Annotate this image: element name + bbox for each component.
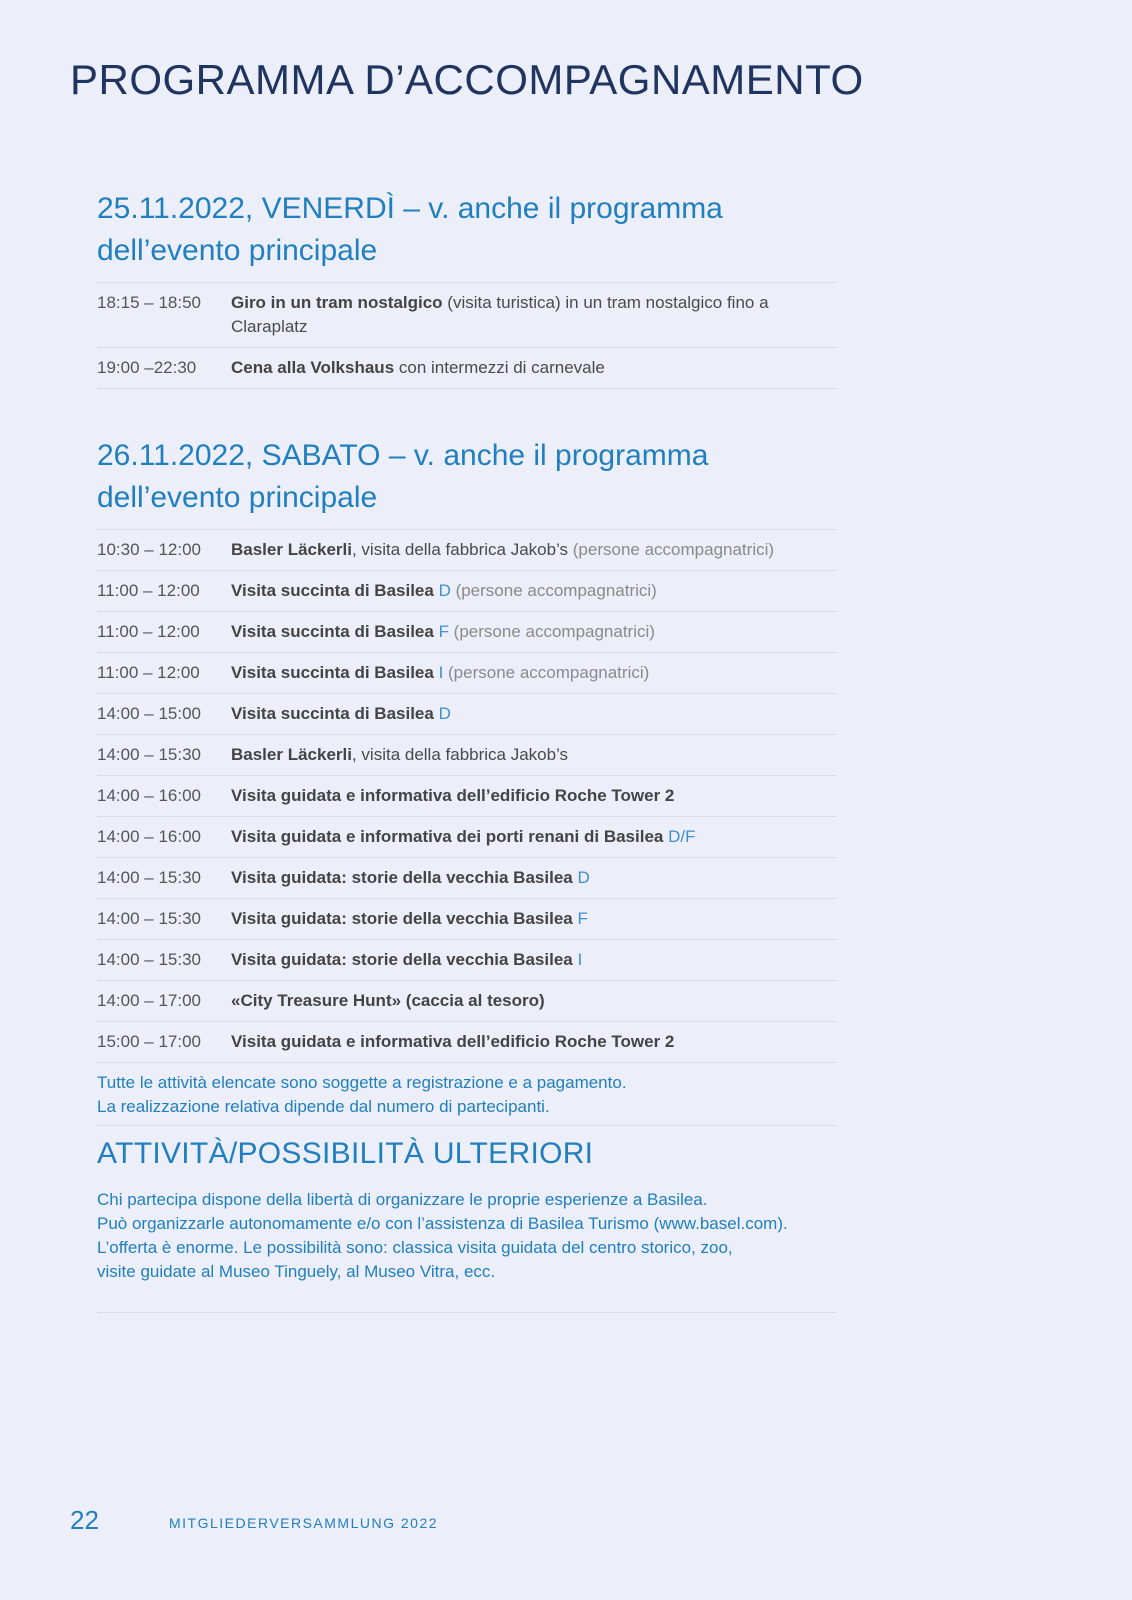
schedule-row	[97, 899, 837, 940]
page-title: PROGRAMMA D’ACCOMPAGNAMENTO	[70, 56, 864, 103]
row-description	[231, 1030, 837, 1054]
row-time: 18:15 – 18:50	[97, 293, 201, 312]
schedule-row	[97, 735, 837, 776]
friday-schedule	[97, 282, 837, 389]
row-title: Visita succinta di Basilea	[231, 663, 434, 682]
registration-note	[97, 1063, 837, 1126]
row-description	[231, 538, 837, 562]
row-title: Basler Läckerli	[231, 745, 352, 764]
extra-section	[97, 1134, 837, 1313]
row-time: 11:00 – 12:00	[97, 581, 200, 600]
row-time: 15:00 – 17:00	[97, 1032, 201, 1051]
schedule-row	[97, 1022, 837, 1063]
row-description	[231, 702, 837, 726]
row-title: Cena alla Volkshaus	[231, 358, 395, 377]
registration-note-line2: La realizzazione relativa dipende dal numero di partecipanti.	[97, 1097, 550, 1116]
row-time: 14:00 – 16:00	[97, 786, 201, 805]
row-title: Visita guidata e informativa dell’edificio Roche Tower 2	[231, 1032, 675, 1051]
extra-line: visite guidate al Museo Tinguely, al Museo Vitra, ecc.	[97, 1262, 496, 1281]
row-language: I	[572, 950, 583, 969]
row-description	[231, 948, 837, 972]
schedule-row	[97, 817, 837, 858]
extra-line: Chi partecipa dispone della libertà di organizzare le proprie esperienze a Basilea.	[97, 1190, 708, 1209]
schedule-row	[97, 283, 837, 348]
row-language: D	[433, 581, 451, 600]
row-description	[231, 743, 837, 767]
row-note: (persone accompagnatrici)	[450, 581, 657, 600]
row-note: (persone accompagnatrici)	[568, 540, 775, 559]
row-title: Visita succinta di Basilea	[231, 622, 434, 641]
saturday-heading-line2: dell’evento principale	[97, 481, 378, 514]
row-title: Visita guidata e informativa dei porti renani di Basilea	[231, 827, 664, 846]
row-time: 14:00 – 15:30	[97, 745, 201, 764]
row-detail: , visita della fabbrica Jakob’s	[351, 540, 569, 559]
row-time: 11:00 – 12:00	[97, 663, 200, 682]
row-language: D	[572, 868, 590, 887]
row-title: Visita guidata: storie della vecchia Basilea	[231, 868, 573, 887]
row-language: D	[433, 704, 451, 723]
saturday-heading-line1: 26.11.2022, SABATO – v. anche il programma	[97, 439, 709, 472]
row-title: «City Treasure Hunt» (caccia al tesoro)	[231, 991, 545, 1010]
saturday-schedule	[97, 529, 837, 1063]
row-description	[231, 661, 837, 685]
row-time: 10:30 – 12:00	[97, 540, 201, 559]
row-description	[231, 907, 837, 931]
schedule-row	[97, 858, 837, 899]
row-language: I	[433, 663, 444, 682]
footer-label: MITGLIEDERVERSAMMLUNG 2022	[169, 1515, 439, 1531]
schedule-row	[97, 981, 837, 1022]
row-description	[231, 989, 837, 1013]
saturday-section	[97, 435, 837, 1126]
schedule-row	[97, 776, 837, 817]
row-time: 11:00 – 12:00	[97, 622, 200, 641]
saturday-heading	[97, 435, 837, 519]
friday-section	[97, 188, 837, 389]
extra-heading: ATTIVITÀ/POSSIBILITÀ ULTERIORI	[97, 1137, 594, 1170]
row-title: Basler Läckerli	[231, 540, 352, 559]
row-time: 14:00 – 15:30	[97, 909, 201, 928]
row-note: (persone accompagnatrici)	[448, 622, 655, 641]
friday-heading-line2: dell’evento principale	[97, 234, 378, 267]
extra-line: L’offerta è enorme. Le possibilità sono: classica visita guidata del centro storico, zoo,	[97, 1238, 733, 1257]
row-time: 14:00 – 16:00	[97, 827, 201, 846]
schedule-row	[97, 530, 837, 571]
extra-text	[97, 1188, 837, 1284]
row-title: Visita succinta di Basilea	[231, 704, 434, 723]
row-title: Giro in un tram nostalgico	[231, 293, 443, 312]
row-title: Visita guidata: storie della vecchia Basilea	[231, 909, 573, 928]
row-time: 14:00 – 17:00	[97, 991, 201, 1010]
row-time: 14:00 – 15:30	[97, 868, 201, 887]
row-description	[231, 356, 837, 380]
row-description	[231, 620, 837, 644]
row-detail: (visita turistica) in un tram nostalgico fino a Claraplatz	[231, 293, 769, 336]
schedule-row	[97, 612, 837, 653]
row-title: Visita guidata: storie della vecchia Basilea	[231, 950, 573, 969]
row-title: Visita succinta di Basilea	[231, 581, 434, 600]
row-description	[231, 825, 837, 849]
schedule-row	[97, 694, 837, 735]
row-detail: , visita della fabbrica Jakob’s	[351, 745, 569, 764]
row-time: 19:00 –22:30	[97, 358, 197, 377]
row-language: D/F	[663, 827, 696, 846]
schedule-row	[97, 653, 837, 694]
row-language: F	[433, 622, 449, 641]
page-number: 22	[70, 1505, 99, 1535]
schedule-row	[97, 940, 837, 981]
row-note: (persone accompagnatrici)	[443, 663, 650, 682]
row-description	[231, 291, 837, 339]
friday-heading	[97, 188, 837, 272]
friday-heading-line1: 25.11.2022, VENERDÌ – v. anche il programma	[97, 192, 723, 225]
row-description	[231, 579, 837, 603]
row-description	[231, 784, 837, 808]
row-description	[231, 866, 837, 890]
extra-line: Può organizzarle autonomamente e/o con l’assistenza di Basilea Turismo (www.basel.com).	[97, 1214, 788, 1233]
divider	[97, 1312, 837, 1313]
registration-note-line1: Tutte le attività elencate sono soggette a registrazione e a pagamento.	[97, 1073, 627, 1092]
row-time: 14:00 – 15:00	[97, 704, 201, 723]
row-language: F	[572, 909, 588, 928]
schedule-row	[97, 348, 837, 389]
schedule-row	[97, 571, 837, 612]
row-time: 14:00 – 15:30	[97, 950, 201, 969]
row-detail: con intermezzi di carnevale	[394, 358, 605, 377]
row-title: Visita guidata e informativa dell’edificio Roche Tower 2	[231, 786, 675, 805]
